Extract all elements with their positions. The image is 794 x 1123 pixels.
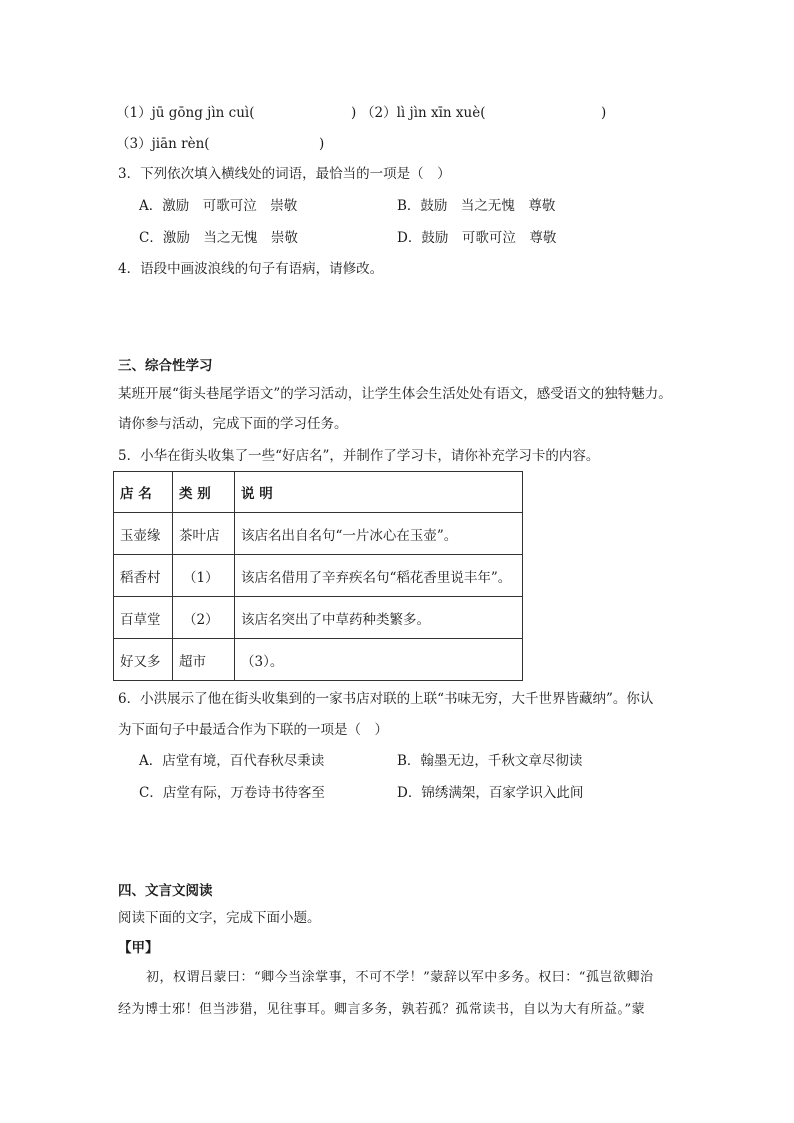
section-4-intro: 阅读下面的文字，完成下面小题。 [118,910,321,926]
question-6-option-c: C．店堂有际，万卷诗书待客至 [139,785,325,801]
table-header-row [114,472,523,513]
table-row [114,555,523,597]
section-4-title: 四、文言文阅读 [118,883,213,899]
question-5-stem: 5．小华在街头收集了一些“好店名”，并制作了学习卡，请你补充学习卡的内容。 [118,448,600,464]
cell-shop-name: 玉壶缘 [114,513,173,555]
cell-shop-name: 百草堂 [114,597,173,639]
cell-category: （1） [173,555,235,597]
pinyin-item-1: （1）jū gōng jìn cuì( [116,105,255,121]
header-shop-name: 店 名 [114,472,173,513]
table-row [114,639,523,681]
question-3-option-c: C．激励 当之无愧 崇敬 [139,230,298,246]
table-row [114,597,523,639]
header-explanation: 说 明 [235,472,523,513]
question-4-stem: 4．语段中画波浪线的句子有语病，请修改。 [118,261,384,277]
cell-shop-name: 好又多 [114,639,173,681]
question-3-option-b: B．鼓励 当之无愧 尊敬 [397,198,556,214]
question-6-option-b: B．翰墨无边，千秋文章尽彻读 [397,753,583,769]
passage-label-jia: 【甲】 [118,940,159,956]
pinyin-item-2-close: ) [601,105,607,121]
section-3-intro-line-2: 请你参与活动，完成下面的学习任务。 [118,416,348,432]
pinyin-item-2: （2）lì jìn xīn xuè( [361,105,486,121]
header-category: 类 别 [173,472,235,513]
cell-shop-name: 稻香村 [114,555,173,597]
question-3-option-a: A．激励 可歌可泣 崇敬 [139,198,298,214]
question-6-option-d: D．锦绣满架，百家学识入此间 [397,785,584,801]
question-6-option-a: A．店堂有境，百代春秋尽秉读 [139,753,325,769]
cell-category: （2） [173,597,235,639]
question-6-stem-line-1: 6．小洪展示了他在街头收集到的一家书店对联的上联“书味无穷，大千世界皆藏纳”。你认 [118,691,654,707]
pinyin-item-1-close: ) [351,105,357,121]
cell-explanation: 该店名突出了中草药种类繁多。 [235,597,523,639]
cell-category: 茶叶店 [173,513,235,555]
study-card-table [113,471,523,681]
question-3-stem: 3．下列依次填入横线处的词语，最恰当的一项是（ ） [118,166,451,182]
cell-explanation: （3）。 [235,639,523,681]
question-3-option-d: D．鼓励 可歌可泣 尊敬 [397,230,557,246]
cell-explanation: 该店名借用了辛弃疾名句“稻花香里说丰年”。 [235,555,523,597]
pinyin-item-3-close: ) [319,136,325,152]
question-6-stem-line-2: 为下面句子中最适合作为下联的一项是（ ） [118,722,388,738]
pinyin-item-3: （3）jiān rèn( [116,136,210,152]
cell-category: 超市 [173,639,235,681]
cell-explanation: 该店名出自名句“一片冰心在玉壶”。 [235,513,523,555]
classical-text-line-1: 初，权谓吕蒙曰：“卿今当涂掌事，不可不学！”蒙辞以军中多务。权曰：“孤岂欲卿治 [146,970,654,985]
classical-text-line-2: 经为博士邪！但当涉猎，见往事耳。卿言多务，孰若孤？孤常读书，自以为大有所益。”蒙 [118,1002,646,1017]
section-3-title: 三、综合性学习 [118,358,213,374]
section-3-intro-line-1: 某班开展“街头巷尾学语文”的学习活动，让学生体会生活处处有语文，感受语文的独特魅力。 [118,386,672,402]
table-row [114,513,523,555]
